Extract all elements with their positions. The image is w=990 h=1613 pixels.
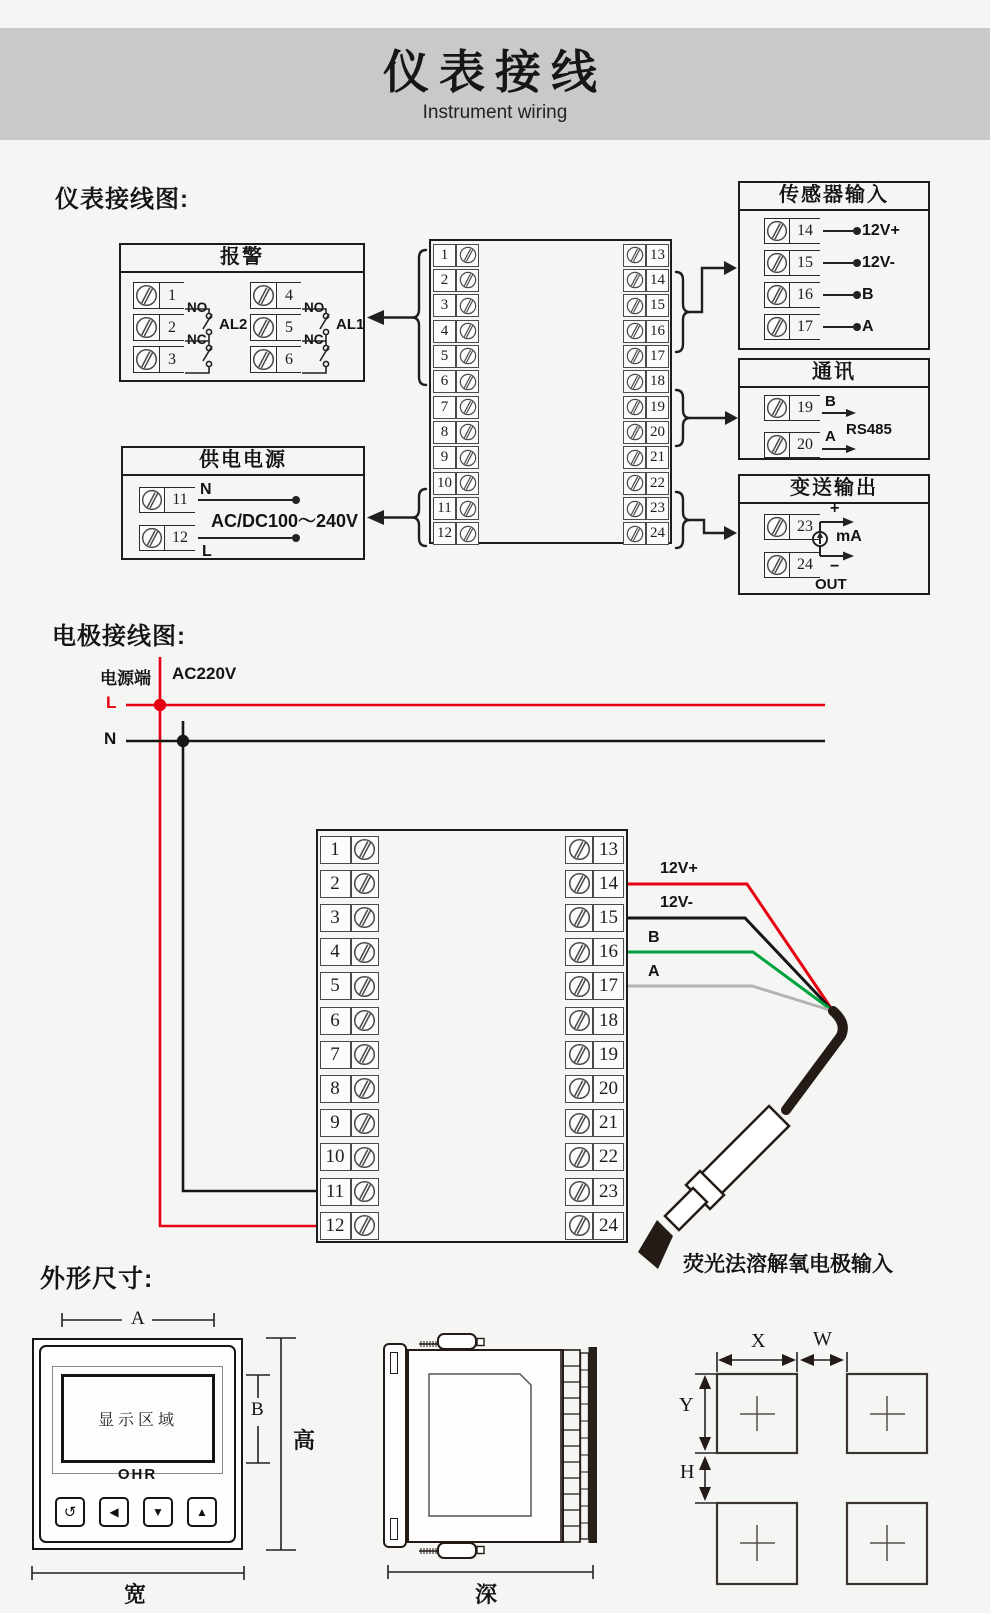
alarm-nc-label: NC (304, 332, 324, 347)
terminal-number: 8 (433, 421, 456, 444)
terminal-number: 14 (646, 269, 669, 292)
terminal-number: 11 (433, 497, 456, 520)
terminal-number: 15 (790, 250, 820, 276)
neutral-label: N (200, 481, 212, 498)
rs485-label: RS485 (846, 421, 892, 438)
minus-label: − (830, 558, 840, 575)
terminal-number: 2 (320, 870, 351, 898)
terminal-number: 12 (165, 525, 195, 551)
terminal-number: 12 (433, 522, 456, 545)
terminal-number: 16 (790, 282, 820, 308)
terminal-number: 6 (277, 346, 301, 373)
down-button (143, 1497, 173, 1527)
up-arrow-icon: ▲ (196, 1505, 208, 1519)
left-button (99, 1497, 129, 1527)
down-arrow-icon: ▼ (152, 1505, 164, 1519)
dim-depth-label: 深 (475, 1582, 498, 1607)
terminal-number: 20 (790, 432, 820, 458)
dim-b-label: B (251, 1399, 264, 1420)
ac220v-label: AC220V (172, 664, 237, 683)
up-button (187, 1497, 217, 1527)
terminal-number: 11 (320, 1178, 351, 1206)
alarm-no-label: NO (304, 300, 325, 315)
line-n-label: N (104, 729, 117, 748)
terminal-number: 1 (433, 244, 456, 267)
power-terminal-label: 电源端 (100, 669, 151, 688)
terminal-number: 16 (646, 320, 669, 343)
terminal-number: 14 (790, 218, 820, 244)
side-bezel-detail (390, 1352, 398, 1374)
terminal-number: 1 (320, 836, 351, 864)
section3-heading: 外形尺寸: (40, 1265, 154, 1293)
terminal-number: 11 (165, 487, 195, 513)
comm-a-label: A (825, 428, 836, 445)
alarm-al2-label: AL2 (219, 316, 248, 333)
page-title: 仪表接线 (383, 46, 607, 98)
terminal-number: 18 (646, 370, 669, 393)
alarm-nc-label: NC (187, 332, 207, 347)
loop-button (55, 1497, 85, 1527)
terminal-number: 3 (160, 346, 184, 373)
sensor-box-title: 传感器输入 (740, 183, 928, 211)
terminal-number: 19 (593, 1041, 624, 1069)
terminal-number: 19 (790, 395, 820, 421)
wire-b-label: B (648, 929, 660, 946)
terminal-number: 5 (433, 345, 456, 368)
section1-heading: 仪表接线图: (55, 186, 189, 213)
probe-caption: 荧光法溶解氧电极输入 (683, 1253, 893, 1276)
terminal-number: 5 (277, 314, 301, 341)
plus-label: + (830, 500, 840, 517)
wire-12vplus-label: 12V+ (660, 860, 698, 877)
terminal-number: 3 (433, 294, 456, 317)
section2-heading: 电极接线图: (52, 623, 186, 650)
side-bezel-detail (390, 1518, 398, 1540)
sensor-a-label: A (862, 318, 874, 335)
dim-w-label: W (813, 1328, 832, 1350)
supply-voltage-label: AC/DC100～240V (211, 511, 359, 531)
terminal-number: 18 (593, 1007, 624, 1035)
side-body (407, 1349, 564, 1543)
terminal-number: 13 (593, 836, 624, 864)
terminal-number: 20 (593, 1075, 624, 1103)
terminal-number: 23 (646, 497, 669, 520)
sensor-12vminus-label: 12V- (862, 254, 895, 271)
terminal-number: 7 (320, 1041, 351, 1069)
terminal-number: 7 (433, 396, 456, 419)
terminal-number: 4 (320, 938, 351, 966)
transmit-box-title: 变送输出 (740, 476, 928, 504)
terminal-number: 2 (433, 269, 456, 292)
terminal-number: 2 (160, 314, 184, 341)
display-area: 显示区域 (61, 1374, 215, 1463)
terminal-number: 22 (593, 1143, 624, 1171)
left-arrow-icon: ◀ (109, 1505, 119, 1519)
terminal-number: 17 (646, 345, 669, 368)
wire-a-label: A (648, 963, 660, 980)
terminal-number: 21 (593, 1109, 624, 1137)
dim-y-label: Y (679, 1394, 694, 1416)
out-label: OUT (815, 576, 847, 593)
terminal-number: 15 (593, 904, 624, 932)
terminal-number: 9 (433, 446, 456, 469)
terminal-number: 4 (277, 282, 301, 309)
wire-12vminus-label: 12V- (660, 894, 693, 911)
terminal-number: 5 (320, 972, 351, 1000)
terminal-number: 23 (593, 1178, 624, 1206)
line-l-label: L (106, 693, 117, 712)
dim-h-label: H (680, 1461, 695, 1483)
dim-x-label: X (751, 1330, 766, 1352)
terminal-number: 16 (593, 938, 624, 966)
alarm-no-label: NO (187, 300, 208, 315)
terminal-number: 12 (320, 1212, 351, 1240)
terminal-number: 3 (320, 904, 351, 932)
alarm-box-title: 报警 (121, 245, 363, 273)
dim-height-label: 高 (293, 1428, 316, 1453)
loop-button-icon: ↺ (63, 1504, 77, 1521)
brand-logo: OHR (117, 1466, 158, 1483)
terminal-number: 10 (433, 472, 456, 495)
terminal-number: 22 (646, 472, 669, 495)
terminal-number: 24 (790, 552, 820, 578)
page-subtitle: Instrument wiring (422, 102, 568, 123)
terminal-number: 6 (433, 370, 456, 393)
terminal-number: 13 (646, 244, 669, 267)
sensor-b-label: B (862, 286, 874, 303)
terminal-number: 1 (160, 282, 184, 309)
alarm-al1-label: AL1 (336, 316, 365, 333)
ma-label: mA (836, 528, 862, 545)
terminal-number: 8 (320, 1075, 351, 1103)
comm-box-title: 通讯 (740, 360, 928, 388)
terminal-number: 10 (320, 1143, 351, 1171)
comm-b-label: B (825, 393, 836, 410)
terminal-number: 24 (593, 1212, 624, 1240)
dim-a-label: A (131, 1308, 145, 1329)
dim-width-label: 宽 (124, 1582, 147, 1607)
terminal-number: 6 (320, 1007, 351, 1035)
terminal-number: 4 (433, 320, 456, 343)
live-label: L (202, 543, 212, 560)
power-box-title: 供电电源 (123, 448, 363, 476)
terminal-number: 17 (593, 972, 624, 1000)
terminal-number: 9 (320, 1109, 351, 1137)
terminal-number: 14 (593, 870, 624, 898)
sensor-12vplus-label: 12V+ (862, 222, 900, 239)
terminal-number: 24 (646, 522, 669, 545)
terminal-number: 19 (646, 396, 669, 419)
terminal-number: 20 (646, 421, 669, 444)
terminal-number: 17 (790, 314, 820, 340)
terminal-number: 15 (646, 294, 669, 317)
terminal-number: 21 (646, 446, 669, 469)
terminal-number: 23 (790, 514, 820, 540)
